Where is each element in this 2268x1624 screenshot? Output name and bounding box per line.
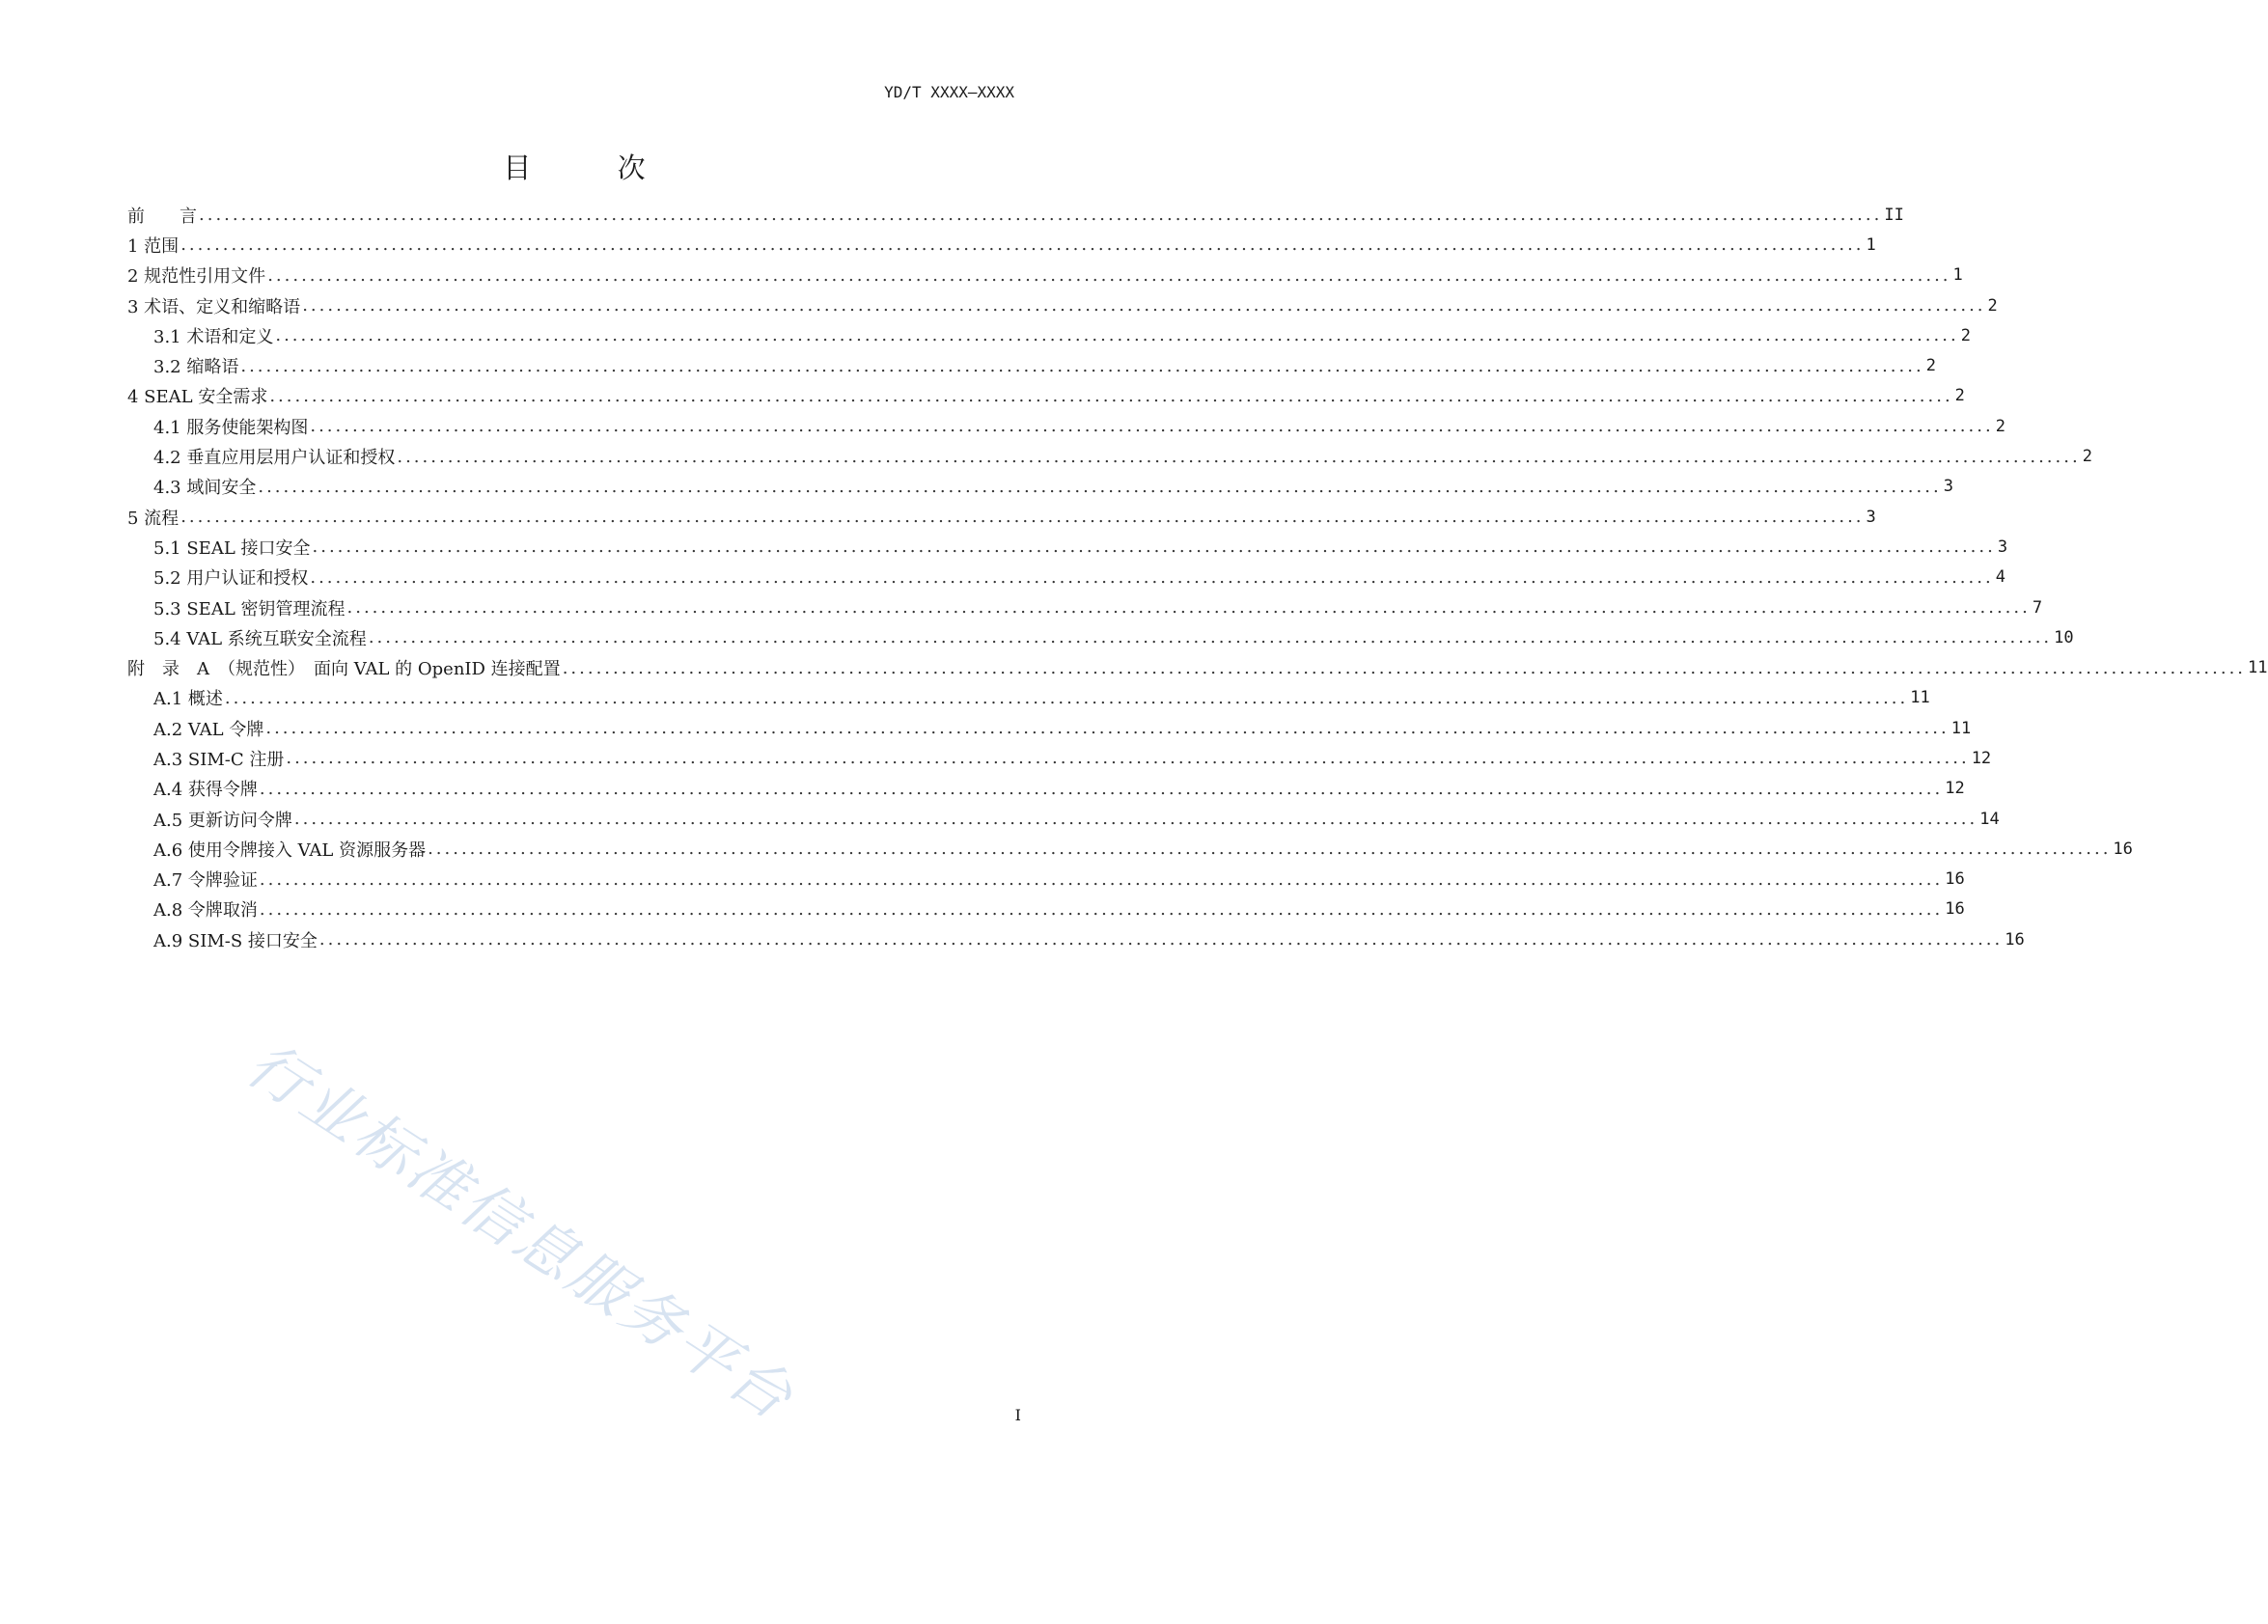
toc-entry-label: A.1 概述 [153,689,223,710]
toc-entry[interactable] [127,200,1904,230]
toc-entry-page: 16 [2113,839,2133,859]
toc-entry-page: 12 [1971,748,1992,768]
toc-entry-page: 11 [2248,658,2268,678]
toc-entry[interactable] [127,592,2043,622]
toc-dot-leader: ........................................................................................................................................................................................................ [199,205,1883,226]
toc-entry-label: A.7 令牌验证 [153,870,258,892]
toc-entry-page: 2 [1995,416,2005,436]
toc-entry-label: 3.2 缩略语 [153,357,239,378]
toc-entry-label: A.3 SIM-C 注册 [153,749,285,770]
table-of-contents [127,200,2268,954]
toc-entry-page: II [1884,205,1904,225]
toc-entry[interactable] [127,472,1953,502]
toc-dot-leader: ........................................................................................................................................................................................................ [240,355,1924,376]
toc-entry[interactable] [127,743,1992,773]
toc-dot-leader: ........................................................................................................................................................................................................ [267,264,1951,286]
toc-dot-leader: ........................................................................................................................................................................................................ [180,507,1865,528]
toc-dot-leader: ........................................................................................................................................................................................................ [293,809,1978,830]
toc-entry-label: 4 SEAL 安全需求 [127,387,268,408]
toc-entry[interactable] [127,924,2025,954]
toc-entry-page: 2 [1960,325,1971,345]
toc-dot-leader: ........................................................................................................................................................................................................ [286,748,1970,769]
toc-entry[interactable] [127,261,1963,290]
toc-entry-label: 4.2 垂直应用层用户认证和授权 [153,448,396,469]
toc-entry-page: 3 [1997,537,2008,557]
toc-dot-leader: ........................................................................................................................................................................................................ [269,385,1953,406]
toc-dot-leader: ........................................................................................................................................................................................................ [275,325,1959,346]
toc-entry-page: 2 [1925,356,1936,376]
toc-entry-page: 1 [1952,265,1963,286]
toc-dot-leader: ........................................................................................................................................................................................................ [368,627,2053,648]
toc-entry-label: 附 录 A （规范性） 面向 VAL 的 OpenID 连接配置 [127,659,561,680]
toc-entry[interactable] [127,895,1965,924]
toc-entry-label: A.6 使用令牌接入 VAL 资源服务器 [153,840,427,861]
toc-entry-label: 4.1 服务使能架构图 [153,417,309,438]
toc-entry-label: 5 流程 [127,508,180,529]
toc-dot-leader: ........................................................................................................................................................................................................ [259,868,1944,890]
toc-entry[interactable] [127,865,1965,895]
toc-entry-label: A.9 SIM-S 接口安全 [153,930,318,951]
toc-entry[interactable] [127,230,1876,260]
toc-entry[interactable] [127,622,2074,652]
toc-dot-leader: ........................................................................................................................................................................................................ [397,446,2081,467]
toc-entry[interactable] [127,502,1876,532]
toc-entry-page: 11 [1950,718,1972,738]
page-title: 目 次 [503,151,684,184]
toc-entry-page: 11 [1910,688,1930,708]
toc-entry-page: 16 [1945,869,1965,890]
toc-entry-page: 2 [2082,447,2092,467]
toc-dot-leader: ........................................................................................................................................................................................................ [265,718,1950,739]
toc-entry-page: 10 [2054,627,2074,647]
toc-entry-label: 5.2 用户认证和授权 [153,568,309,590]
toc-entry-page: 16 [1945,899,1965,920]
toc-entry[interactable] [127,713,1972,743]
toc-entry[interactable] [127,441,2092,471]
toc-entry-label: A.2 VAL 令牌 [153,719,264,740]
toc-entry-page: 7 [2032,597,2043,618]
toc-dot-leader: ........................................................................................................................................................................................................ [310,416,1994,437]
toc-entry[interactable] [127,320,1971,350]
watermark: 行业标准信息服务平台 [235,1028,808,1435]
toc-entry[interactable] [127,774,1965,804]
toc-entry[interactable] [127,532,2008,562]
toc-entry-label: A.4 获得令牌 [153,780,258,801]
toc-entry[interactable] [127,381,1965,411]
toc-entry[interactable] [127,563,2005,592]
toc-entry-label: A.5 更新访问令牌 [153,810,292,831]
toc-dot-leader: ........................................................................................................................................................................................................ [428,839,2112,860]
toc-entry-label: 5.3 SEAL 密钥管理流程 [153,598,346,619]
toc-entry-label: 1 范围 [127,235,180,257]
toc-dot-leader: ........................................................................................................................................................................................................ [310,566,1994,588]
toc-entry-label: 前 言 [127,206,197,227]
toc-entry-label: 3.1 术语和定义 [153,326,274,347]
toc-entry[interactable] [127,683,1930,713]
page-number: I [1014,1406,1021,1424]
toc-dot-leader: ........................................................................................................................................................................................................ [318,929,2004,950]
toc-dot-leader: ........................................................................................................................................................................................................ [258,476,1942,497]
toc-entry-page: 2 [1987,295,1998,316]
toc-entry-page: 3 [1866,507,1876,527]
toc-dot-leader: ........................................................................................................................................................................................................ [259,778,1944,799]
toc-dot-leader: ........................................................................................................................................................................................................ [312,537,1996,558]
toc-dot-leader: ........................................................................................................................................................................................................ [224,687,1909,708]
toc-entry-page: 1 [1866,234,1876,255]
toc-entry-page: 16 [2005,929,2025,950]
toc-dot-leader: ........................................................................................................................................................................................................ [346,597,2031,618]
toc-dot-leader: ........................................................................................................................................................................................................ [180,234,1865,256]
toc-entry[interactable] [127,411,2005,441]
toc-entry-page: 4 [1995,567,2005,588]
toc-entry-page: 3 [1943,477,1953,497]
toc-entry-label: 5.1 SEAL 接口安全 [153,537,311,559]
toc-dot-leader: ........................................................................................................................................................................................................ [302,295,1986,317]
standard-number: YD/T XXXX—XXXX [884,83,1014,101]
toc-entry-label: 5.4 VAL 系统互联安全流程 [153,628,367,649]
toc-entry-label: A.8 令牌取消 [153,900,258,922]
toc-entry[interactable] [127,350,1936,380]
toc-entry[interactable] [127,290,1998,320]
toc-entry-label: 3 术语、定义和缩略语 [127,296,301,317]
toc-entry-page: 12 [1945,779,1965,799]
toc-entry[interactable] [127,804,2000,834]
toc-entry-page: 14 [1979,809,2000,829]
toc-entry[interactable] [127,834,2133,864]
toc-dot-leader: ........................................................................................................................................................................................................ [562,657,2247,678]
toc-entry-page: 2 [1954,386,1965,406]
toc-entry-label: 2 规范性引用文件 [127,266,266,288]
toc-entry-label: 4.3 域间安全 [153,478,257,499]
toc-dot-leader: ........................................................................................................................................................................................................ [259,898,1944,920]
toc-entry[interactable] [127,652,2268,682]
